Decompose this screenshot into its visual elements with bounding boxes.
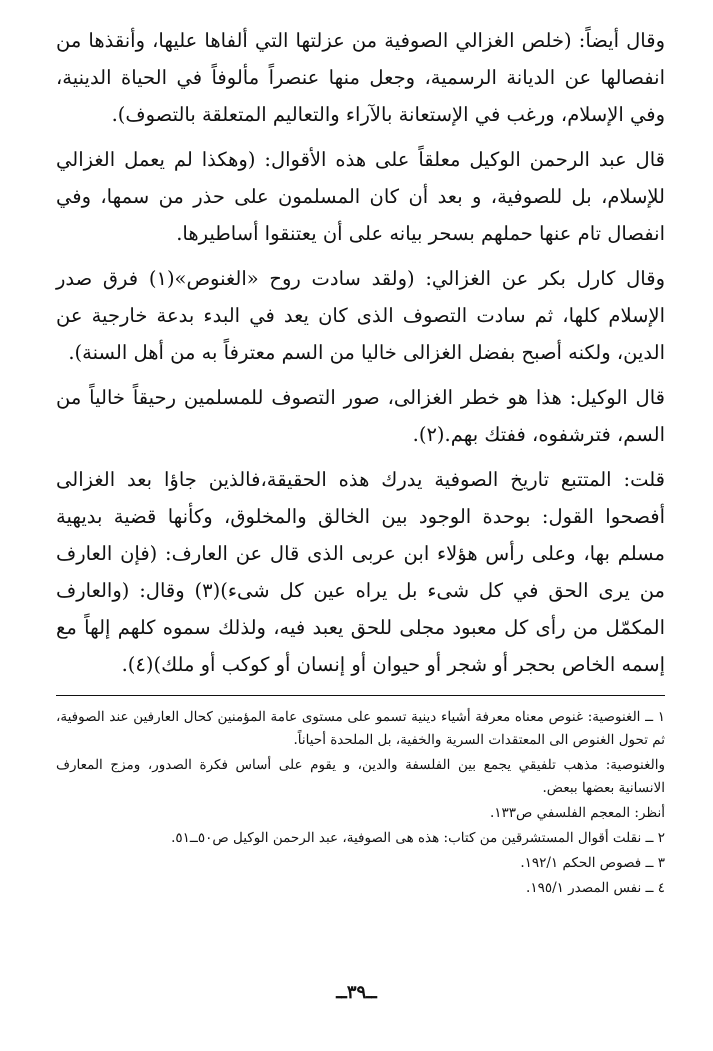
paragraph-5: قلت: المتتبع تاريخ الصوفية يدرك هذه الحقيقة،فالذين جاؤا بعد الغزالى أفصحوا القول: بوحدة الوجود بين الخالق والمخلوق، وكأنها قضية بديهية مسلم بها، وعلى رأس هؤلاء ابن عربى الذى قال عن العارف: (فإن العارف من يرى الحق في كل شىء بل يراه عين كل شىء)(٣) وقال: (والعارف المكمّل من رأى كل معبود مجلى للحق يعبد فيه، ولذلك سموه كلهم إلهاً مع إسمه الخاص بحجر أو شجر أو حيوان أو إنسان أو كوكب أو ملك)(٤).: [56, 468, 665, 676]
paragraph-3: وقال كارل بكر عن الغزالي: (ولقد سادت روح «الغنوص»(١) فرق صدر الإسلام كلها، ثم سادت التصوف الذى كان يعد في البدء بدعة خارجية عن الدين، ولكنه أصبح بفضل الغزالى خاليا من السم معترفاً به من أهل السنة).: [56, 267, 665, 364]
footnote-divider: [56, 695, 665, 696]
footnote-1: ١ ــ الغنوصية: غنوص معناه معرفة أشياء دينية تسمو على مستوى عامة المؤمنين كحال العارفين عند الصوفية، ثم تحول الغنوص الى المعتقدات السرية والخفية، بل الملحدة أحياناً.: [56, 709, 665, 748]
paragraph-2: قال عبد الرحمن الوكيل معلقاً على هذه الأقوال: (وهكذا لم يعمل الغزالي للإسلام، بل للصوفية، و بعد أن كان المسلمون على حذر من سمها، وفي انفصال تام عنها حملهم بسحر بيانه على أن يعتنقوا أساطيرها.: [56, 148, 665, 245]
paragraph-1: وقال أيضاً: (خلص الغزالي الصوفية من عزلتها التي ألفاها عليها، وأنقذها من انفصالها عن الديانة الرسمية، وجعل منها عنصراً مألوفاً في الحياة الدينية، وفي الإسلام، ورغب في الإستعانة بالآراء والتعاليم المتعلقة بالتصوف).: [56, 29, 665, 126]
paragraph-4: قال الوكيل: هذا هو خطر الغزالى، صور التصوف للمسلمين رحيقاً خالياً من السم، فترشفوه، ففتك بهم.(٢).: [56, 386, 665, 446]
page-number: ــ٣٩ــ: [336, 982, 377, 1003]
footnote-2: ٢ ــ نقلت أقوال المستشرقين من كتاب: هذه هى الصوفية، عبد الرحمن الوكيل ص٥٠ــ٥١.: [171, 830, 665, 846]
footnote-3: ٣ ــ فصوص الحكم ١٩٢/١.: [520, 855, 665, 871]
footnotes: [56, 706, 665, 900]
footnote-1-continued: والغنوصية: مذهب تلفيقي يجمع بين الفلسفة والدين، و يقوم على أساس فكرة الصدور، ومزج المعارف الانسانية بعضها ببعض.: [56, 757, 665, 796]
page-body: [56, 22, 665, 900]
footnote-1-reference: أنظر: المعجم الفلسفي ص١٣٣.: [489, 805, 665, 821]
footnote-4: ٤ ــ نفس المصدر ١٩٥/١.: [526, 880, 665, 896]
